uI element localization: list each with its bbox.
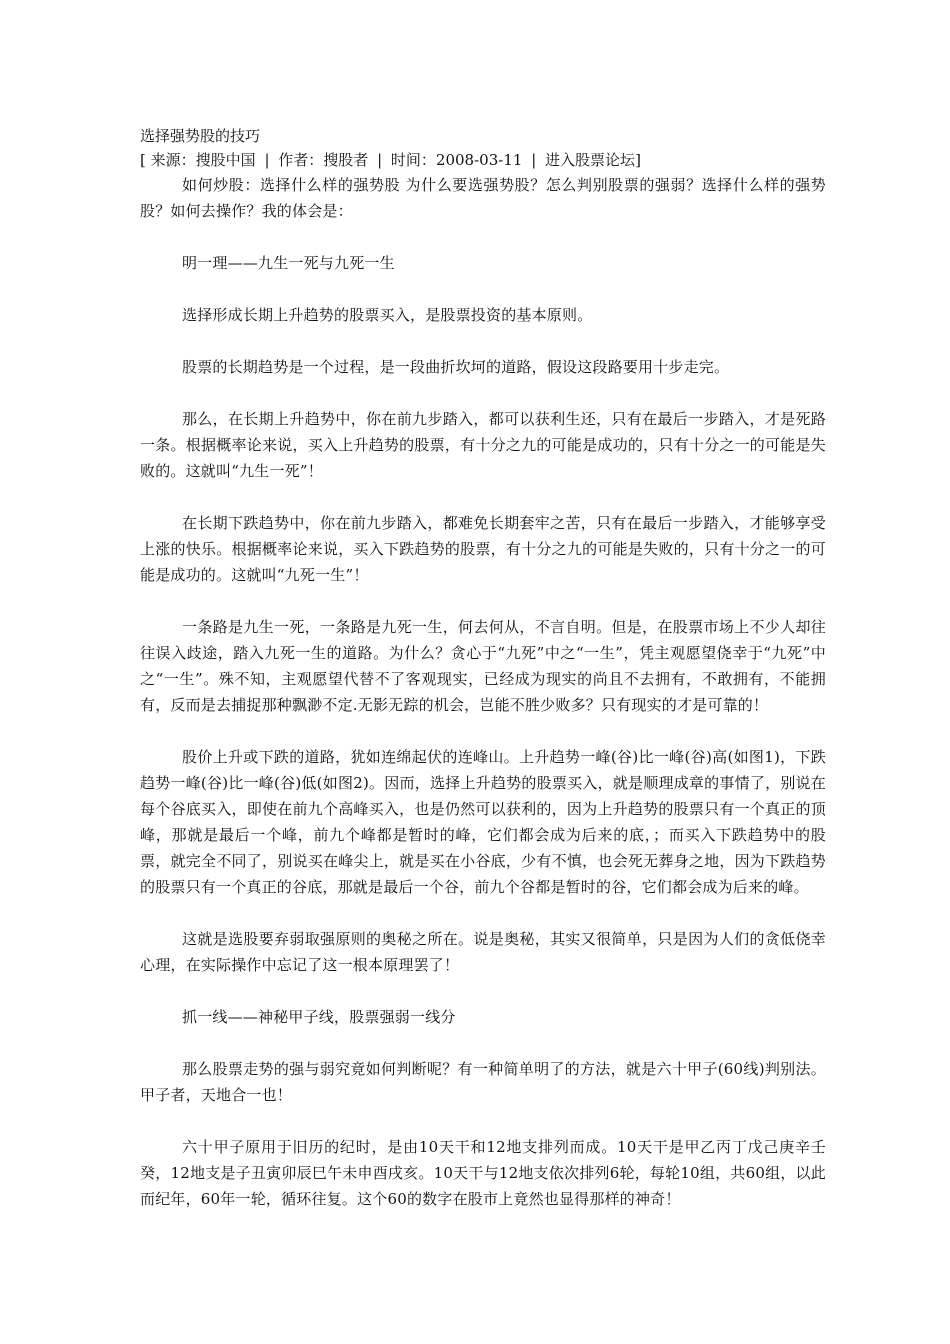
- intro-paragraph: 如何炒股：选择什么样的强势股 为什么要选强势股？怎么判别股票的强弱？选择什么样的强势股？如何去操作？我的体会是：: [140, 176, 826, 220]
- meta-time: 时间：2008-03-11: [390, 151, 523, 169]
- body-paragraph: 一条路是九生一死，一条路是九死一生，何去何从，不言自明。但是，在股票市场上不少人却往往误入歧途，踏入九死一生的道路。为什么？贪心于“九死”中之“一生”，凭主观愿望侥幸于“九死”中之“一生”。殊不知，主观愿望代替不了客观现实，已经成为现实的尚且不去拥有，不敢拥有，不能拥有，反而是去捕捉那种飘渺不定.无影无踪的机会，岂能不胜少败多？只有现实的才是可靠的！: [140, 618, 826, 714]
- body-paragraph: 那么股票走势的强与弱究竟如何判断呢？有一种简单明了的方法，就是六十甲子(60线)判别法。甲子者，天地合一也！: [140, 1060, 826, 1104]
- body-paragraph: 六十甲子原用于旧历的纪时，是由10天干和12地支排列而成。10天干是甲乙丙丁戊己庚辛壬癸，12地支是子丑寅卯辰巳午未申酉戌亥。10天干与12地支依次排列6轮，每轮10组，共60组，以此而纪年，60年一轮，循环往复。这个60的数字在股市上竟然也显得那样的神奇！: [140, 1138, 826, 1208]
- meta-separator: |: [264, 151, 270, 169]
- body-paragraph: 在长期下跌趋势中，你在前九步踏入，都难免长期套牢之苦，只有在最后一步踏入，才能够享受上涨的快乐。根据概率论来说，买入下跌趋势的股票，有十分之九的可能是失败的，只有十分之一的可能是成功的。这就叫“九死一生”！: [140, 514, 826, 584]
- section-heading-2: 抓一线——神秘甲子线，股票强弱一线分: [182, 1008, 456, 1026]
- body-paragraph: 那么，在长期上升趋势中，你在前九步踏入，都可以获利生还，只有在最后一步踏入，才是死路一条。根据概率论来说，买入上升趋势的股票，有十分之九的可能是成功的，只有十分之一的可能是失败的。这就叫“九生一死”！: [140, 410, 826, 480]
- meta-separator: |: [377, 151, 383, 169]
- section-heading-1: 明一理——九生一死与九死一生: [182, 254, 395, 272]
- meta-source: 来源：搜股中国: [150, 151, 256, 169]
- body-paragraph: 选择形成长期上升趋势的股票买入，是股票投资的基本原则。: [182, 306, 593, 324]
- meta-close-bracket: ]: [635, 151, 641, 169]
- meta-separator: |: [531, 151, 537, 169]
- body-paragraph: 股票的长期趋势是一个过程，是一段曲折坎坷的道路，假设这段路要用十步走完。: [182, 358, 730, 376]
- document-page: [140, 124, 826, 1238]
- body-paragraph: 这就是选股要弃弱取强原则的奥秘之所在。说是奥秘，其实又很简单，只是因为人们的贪低侥幸心理，在实际操作中忘记了这一根本原理罢了！: [140, 930, 826, 974]
- meta-open-bracket: [: [140, 151, 146, 169]
- article-title: 选择强势股的技巧: [140, 127, 261, 145]
- article-meta: [140, 148, 826, 172]
- body-paragraph: 股价上升或下跌的道路，犹如连绵起伏的连峰山。上升趋势一峰(谷)比一峰(谷)高(如图1)，下跌趋势一峰(谷)比一峰(谷)低(如图2)。因而，选择上升趋势的股票买入，就是顺理成章的事情了，别说在每个谷底买入，即使在前九个高峰买入，也是仍然可以获利的，因为上升趋势的股票只有一个真正的顶峰，那就是最后一个峰，前九个峰都是暂时的峰，它们都会成为后来的底，；而买入下跌趋势中的股票，就完全不同了，别说买在峰尖上，就是买在小谷底，少有不慎，也会死无葬身之地，因为下跌趋势的股票只有一个真正的谷底，那就是最后一个谷，前九个谷都是暂时的谷，它们都会成为后来的峰。: [140, 748, 826, 896]
- meta-author: 作者：搜股者: [278, 151, 369, 169]
- meta-forum-link[interactable]: 进入股票论坛: [545, 151, 636, 169]
